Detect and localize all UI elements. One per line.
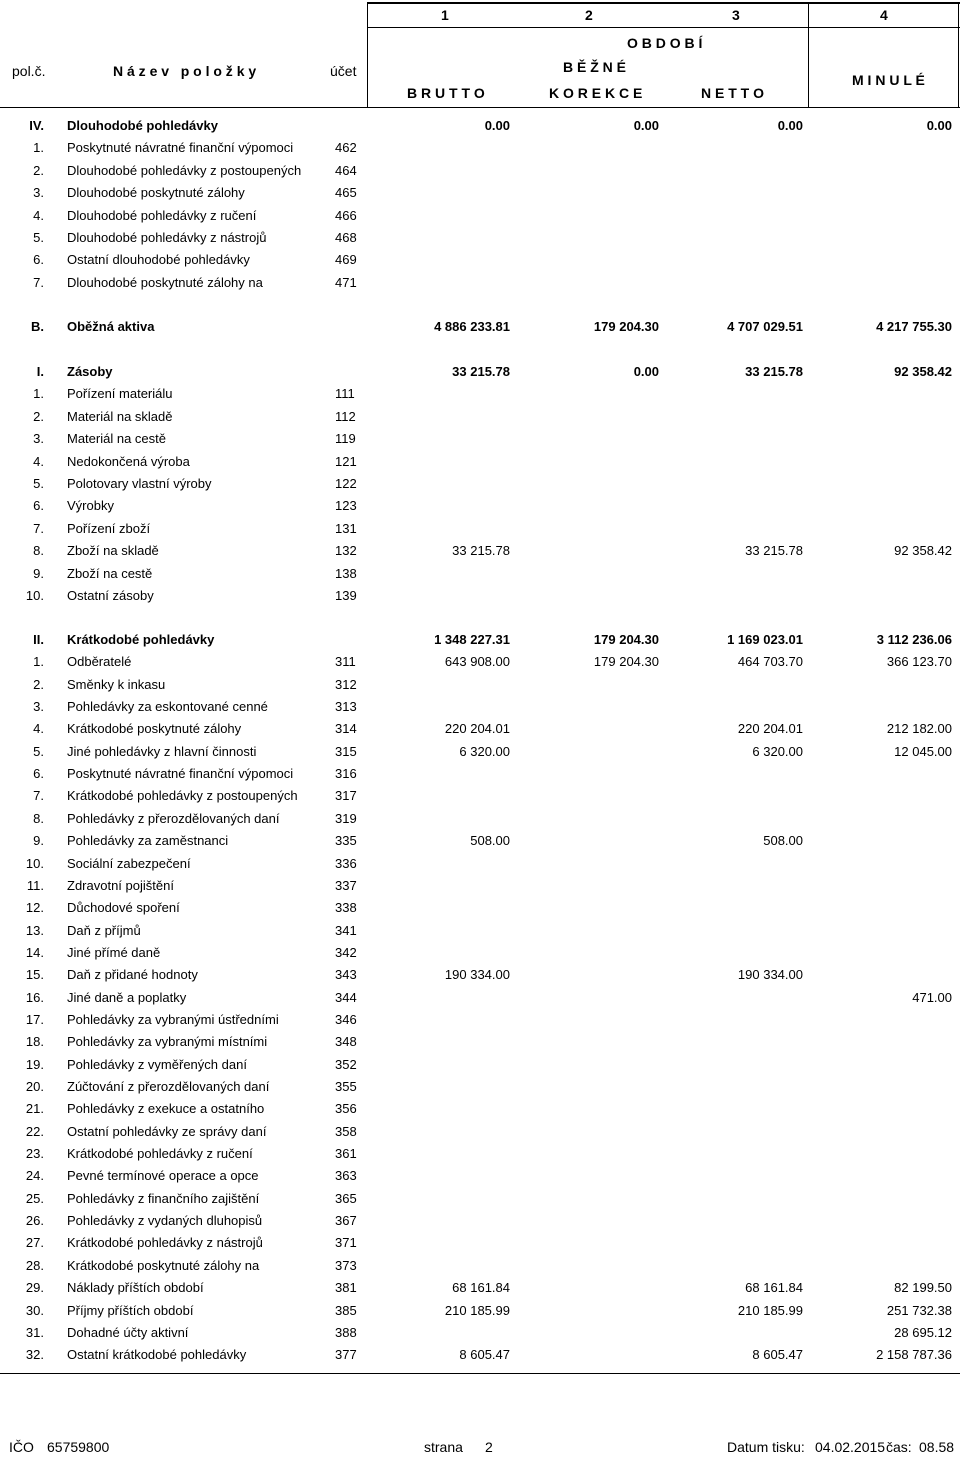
table-row: [0, 875, 960, 897]
value-korekce: 179 204.30: [593, 632, 659, 647]
value-brutto: 508.00: [470, 833, 510, 849]
row-account: 385: [335, 1302, 357, 1318]
section-row: [0, 361, 960, 383]
table-row: [0, 1009, 960, 1031]
value-korekce: 179 204.30: [593, 654, 659, 670]
row-number: 7.: [33, 274, 44, 290]
row-number: 6.: [33, 766, 44, 782]
table-row: [0, 741, 960, 763]
row-number: 1.: [33, 386, 44, 402]
row-number: 8.: [33, 543, 44, 559]
row-title: Krátkodobé pohledávky z ručení: [67, 1146, 253, 1162]
datum-label: Datum tisku:: [727, 1439, 805, 1455]
row-title: Pořízení zboží: [67, 520, 151, 536]
row-title: Zdravotní pojištění: [67, 877, 174, 893]
row-number: 5.: [33, 743, 44, 759]
table-row: [0, 563, 960, 585]
table-row: [0, 674, 960, 696]
table-row: [0, 785, 960, 807]
row-number: 27.: [25, 1235, 44, 1251]
table-row: [0, 137, 960, 159]
section-row: [0, 316, 960, 338]
row-number: 29.: [25, 1280, 44, 1296]
section-row: [0, 115, 960, 137]
row-account: 312: [335, 676, 357, 692]
row-title: Důchodové spoření: [67, 900, 180, 916]
row-number: 20.: [25, 1079, 44, 1094]
value-netto: 220 204.01: [737, 721, 803, 737]
row-account: 468: [335, 230, 357, 245]
table-row: [0, 272, 960, 294]
row-account: 131: [335, 520, 357, 536]
nazev-label: N á z e v p o l o ž k y: [113, 63, 257, 79]
value-minule: 92 358.42: [894, 364, 952, 379]
table-row: [0, 1165, 960, 1187]
row-title: Materiál na skladě: [67, 408, 173, 424]
table-row: [0, 718, 960, 740]
row-number: 5.: [33, 230, 44, 245]
table-row: [0, 942, 960, 964]
row-title: Pohledávky za zaměstnanci: [67, 833, 229, 849]
row-account: 139: [335, 588, 357, 603]
table-row: [0, 853, 960, 875]
value-brutto: 4 886 233.81: [434, 319, 510, 334]
row-number: 10.: [25, 588, 44, 603]
table-row: [0, 249, 960, 271]
table-row: [0, 1300, 960, 1322]
row-title: Pohledávky z vyměřených daní: [67, 1056, 247, 1072]
row-title: Pohledávky z finančního zajištění: [67, 1190, 260, 1206]
header-vline-3: [958, 2, 959, 108]
header-line-bottom: [0, 107, 960, 108]
brutto-label: B R U T T O: [407, 85, 485, 101]
row-title: Dlouhodobé pohledávky z ručení: [67, 207, 257, 223]
row-account: 337: [335, 877, 357, 893]
value-brutto: 0.00: [484, 118, 510, 133]
table-row: [0, 451, 960, 473]
row-title: Dlouhodobé poskytnuté zálohy: [67, 185, 245, 201]
row-number: 18.: [25, 1034, 44, 1050]
row-account: 469: [335, 252, 357, 268]
row-number: 4.: [33, 207, 44, 223]
value-minule: 12 045.00: [894, 743, 952, 759]
row-account: 123: [335, 498, 357, 514]
table-row: [0, 763, 960, 785]
value-brutto: 8 605.47: [459, 1347, 510, 1363]
row-number: 5.: [33, 476, 44, 491]
row-account: 319: [335, 810, 357, 826]
row-account: 119: [335, 431, 356, 447]
table-row: [0, 808, 960, 830]
row-number: 3.: [33, 431, 44, 447]
header-vline-2: [808, 2, 809, 108]
row-account: 311: [335, 654, 356, 670]
row-title: Daň z přidané hodnoty: [67, 967, 198, 983]
row-account: 371: [335, 1235, 357, 1251]
value-minule: 4 217 755.30: [876, 319, 952, 334]
ico-value: 65759800: [47, 1439, 110, 1455]
table-bottom-line: [0, 1373, 960, 1374]
header-vline-1: [367, 2, 368, 108]
row-account: 338: [335, 900, 357, 916]
table-row: [0, 585, 960, 607]
value-brutto: 210 185.99: [444, 1302, 510, 1318]
row-title: Jiné daně a poplatky: [67, 989, 187, 1005]
row-number: 1.: [33, 140, 44, 156]
row-number: 7.: [33, 520, 44, 536]
row-account: 316: [335, 766, 357, 782]
header-line-numbers: [367, 27, 960, 28]
table-row: [0, 182, 960, 204]
row-title: Dlouhodobé poskytnuté zálohy na: [67, 274, 263, 290]
cas-label: čas:: [886, 1439, 912, 1455]
bezne-label: B Ě Ž N É: [563, 59, 627, 75]
value-minule: 28 695.12: [894, 1324, 952, 1340]
value-minule: 471.00: [912, 989, 952, 1005]
row-number: 9.: [33, 565, 44, 581]
row-number: 8.: [33, 810, 44, 826]
row-title: Pohledávky z přerozdělovaných daní: [67, 810, 280, 826]
row-account: 381: [335, 1280, 357, 1296]
table-row: [0, 1143, 960, 1165]
datum-value: 04.02.2015: [815, 1439, 886, 1455]
col-number-1: 1: [441, 7, 449, 23]
row-number: 23.: [25, 1146, 44, 1162]
table-row: [0, 1232, 960, 1254]
row-title: Zboží na skladě: [67, 543, 159, 559]
row-account: 121: [335, 453, 357, 469]
row-title: Příjmy příštích období: [67, 1302, 194, 1318]
row-title: Daň z příjmů: [67, 922, 141, 938]
row-account: 367: [335, 1213, 357, 1229]
row-account: 341: [335, 922, 357, 938]
row-account: 315: [335, 743, 357, 759]
row-account: 352: [335, 1056, 357, 1072]
table-row: [0, 383, 960, 405]
row-account: 122: [335, 476, 357, 491]
netto-label: N E T T O: [701, 85, 764, 101]
table-row: [0, 1344, 960, 1366]
row-number: 6.: [33, 252, 44, 268]
value-netto: 508.00: [763, 833, 803, 849]
row-number: 13.: [25, 922, 44, 938]
table-row: [0, 920, 960, 942]
row-account: 112: [335, 408, 356, 424]
value-netto: 1 169 023.01: [727, 632, 803, 647]
value-netto: 6 320.00: [752, 743, 803, 759]
row-account: 358: [335, 1123, 357, 1139]
value-brutto: 33 215.78: [452, 543, 510, 559]
col-number-4: 4: [880, 7, 888, 23]
value-netto: 33 215.78: [745, 364, 803, 379]
value-brutto: 190 334.00: [444, 967, 510, 983]
table-row: [0, 160, 960, 182]
row-title: Pohledávky z exekuce a ostatního: [67, 1101, 265, 1117]
table-row: [0, 1054, 960, 1076]
table-row: [0, 1210, 960, 1232]
row-number: 12.: [25, 900, 44, 916]
row-account: 356: [335, 1101, 357, 1117]
row-title: Ostatní pohledávky ze správy daní: [67, 1123, 267, 1139]
value-netto: 33 215.78: [745, 543, 803, 559]
row-number: 16.: [25, 989, 44, 1005]
row-title: Dlouhodobé pohledávky z nástrojů: [67, 230, 267, 245]
row-account: 313: [335, 699, 357, 715]
row-title: Zásoby: [67, 364, 113, 379]
row-number: 3.: [33, 699, 44, 715]
strana-label: strana: [424, 1439, 463, 1455]
table-row: [0, 830, 960, 852]
row-number: 11.: [26, 877, 44, 893]
row-title: Pohledávky za vybranými místními: [67, 1034, 268, 1050]
table-row: [0, 1255, 960, 1277]
row-title: Směnky k inkasu: [67, 676, 166, 692]
row-number: 30.: [25, 1302, 44, 1318]
ico-label: IČO: [9, 1439, 34, 1455]
row-account: 335: [335, 833, 357, 849]
row-number: 6.: [33, 498, 44, 514]
row-account: 344: [335, 989, 357, 1005]
table-row: [0, 964, 960, 986]
table-row: [0, 651, 960, 673]
row-account: 462: [335, 140, 357, 156]
row-title: Zúčtování z přerozdělovaných daní: [67, 1079, 270, 1094]
row-number: 19.: [25, 1056, 44, 1072]
row-title: Jiné přímé daně: [67, 944, 161, 960]
table-row: [0, 495, 960, 517]
value-netto: 210 185.99: [737, 1302, 803, 1318]
row-number: I.: [36, 364, 44, 379]
row-title: Výrobky: [67, 498, 114, 514]
value-brutto: 6 320.00: [459, 743, 510, 759]
table-header: [0, 0, 960, 108]
row-number: 28.: [25, 1257, 44, 1273]
value-netto: 8 605.47: [752, 1347, 803, 1363]
row-number: 1.: [33, 654, 44, 670]
value-brutto: 220 204.01: [444, 721, 510, 737]
value-netto: 0.00: [777, 118, 803, 133]
row-account: 363: [335, 1168, 357, 1184]
row-number: 2.: [33, 408, 44, 424]
table-row: [0, 1031, 960, 1053]
row-title: Krátkodobé poskytnuté zálohy na: [67, 1257, 260, 1273]
row-account: 317: [335, 788, 357, 804]
ucet-label: účet: [330, 63, 357, 79]
table-row: [0, 897, 960, 919]
row-account: 466: [335, 207, 357, 223]
row-account: 465: [335, 185, 357, 201]
row-number: 24.: [25, 1168, 44, 1184]
row-number: 25.: [25, 1190, 44, 1206]
table-row: [0, 1188, 960, 1210]
row-title: Polotovary vlastní výroby: [67, 476, 212, 491]
table-row: [0, 428, 960, 450]
value-korekce: 0.00: [633, 118, 659, 133]
row-account: 132: [335, 543, 357, 559]
row-account: 314: [335, 721, 357, 737]
col-number-3: 3: [732, 7, 740, 23]
row-number: 9.: [33, 833, 44, 849]
value-korekce: 179 204.30: [593, 319, 659, 334]
row-number: B.: [31, 319, 44, 334]
row-account: 471: [335, 274, 357, 290]
value-korekce: 0.00: [633, 364, 659, 379]
row-number: 31.: [25, 1324, 44, 1340]
table-row: [0, 205, 960, 227]
row-title: Ostatní dlouhodobé pohledávky: [67, 252, 250, 268]
row-title: Krátkodobé pohledávky z nástrojů: [67, 1235, 263, 1251]
row-title: Odběratelé: [67, 654, 132, 670]
value-brutto: 643 908.00: [444, 654, 510, 670]
row-number: 26.: [25, 1213, 44, 1229]
value-minule: 0.00: [926, 118, 952, 133]
row-title: Pořízení materiálu: [67, 386, 173, 402]
row-title: Sociální zabezpečení: [67, 855, 191, 871]
row-account: 365: [335, 1190, 357, 1206]
row-account: 343: [335, 967, 357, 983]
cas-value: 08.58: [919, 1439, 955, 1455]
row-account: 346: [335, 1011, 357, 1027]
row-account: 355: [335, 1079, 357, 1094]
obdobi-label: O B D O B Í: [627, 35, 703, 51]
table-row: [0, 1098, 960, 1120]
row-account: 336: [335, 855, 357, 871]
row-title: Dlouhodobé pohledávky z postoupených: [67, 162, 302, 178]
col-number-2: 2: [585, 7, 593, 23]
row-title: Náklady příštích období: [67, 1280, 204, 1296]
row-account: 361: [335, 1146, 357, 1162]
minule-label: M I N U L É: [852, 72, 925, 88]
row-number: 2.: [33, 676, 44, 692]
row-number: 7.: [33, 788, 44, 804]
row-account: 377: [335, 1347, 357, 1363]
row-account: 373: [335, 1257, 357, 1273]
value-minule: 212 182.00: [886, 721, 952, 737]
table-row: [0, 696, 960, 718]
value-brutto: 1 348 227.31: [434, 632, 510, 647]
value-netto: 190 334.00: [737, 967, 803, 983]
row-number: 15.: [25, 967, 44, 983]
row-title: Krátkodobé poskytnuté zálohy: [67, 721, 242, 737]
table-row: [0, 1277, 960, 1299]
row-title: Krátkodobé pohledávky z postoupených: [67, 788, 298, 804]
table-row: [0, 473, 960, 495]
row-title: Ostatní zásoby: [67, 588, 154, 603]
row-number: 22.: [25, 1123, 44, 1139]
row-account: 348: [335, 1034, 357, 1050]
row-account: 111: [335, 386, 355, 402]
value-minule: 2 158 787.36: [876, 1347, 952, 1363]
row-title: Pohledávky za eskontované cenné: [67, 699, 268, 715]
row-number: 3.: [33, 185, 44, 201]
value-minule: 3 112 236.06: [876, 632, 952, 647]
row-title: Nedokončená výroba: [67, 453, 190, 469]
row-title: Poskytnuté návratné finanční výpomoci: [67, 766, 294, 782]
row-number: 17.: [25, 1011, 44, 1027]
value-netto: 464 703.70: [737, 654, 803, 670]
table-row: [0, 987, 960, 1009]
row-number: II.: [33, 632, 44, 647]
row-title: Poskytnuté návratné finanční výpomoci: [67, 140, 294, 156]
row-title: Zboží na cestě: [67, 565, 153, 581]
table-row: [0, 540, 960, 562]
table-row: [0, 1322, 960, 1344]
row-number: 2.: [33, 162, 44, 178]
row-title: Pohledávky z vydaných dluhopisů: [67, 1213, 263, 1229]
value-minule: 251 732.38: [886, 1302, 952, 1318]
row-title: Jiné pohledávky z hlavní činnosti: [67, 743, 257, 759]
korekce-label: K O R E K C E: [549, 85, 643, 101]
table-row: [0, 227, 960, 249]
row-account: 342: [335, 944, 357, 960]
row-title: Pevné termínové operace a opce: [67, 1168, 259, 1184]
value-brutto: 68 161.84: [452, 1280, 510, 1296]
section-row: [0, 629, 960, 651]
row-number: 32.: [25, 1347, 44, 1363]
header-line-top: [367, 2, 960, 4]
table-row: [0, 1121, 960, 1143]
row-title: Ostatní krátkodobé pohledávky: [67, 1347, 247, 1363]
value-minule: 366 123.70: [886, 654, 952, 670]
row-title: Krátkodobé pohledávky: [67, 632, 215, 647]
table-row: [0, 518, 960, 540]
row-number: 4.: [33, 453, 44, 469]
value-brutto: 33 215.78: [452, 364, 510, 379]
row-number: 21.: [25, 1101, 44, 1117]
row-account: 388: [335, 1324, 357, 1340]
row-account: 464: [335, 162, 357, 178]
row-number: 14.: [25, 944, 44, 960]
value-minule: 82 199.50: [894, 1280, 952, 1296]
row-title: Dlouhodobé pohledávky: [67, 118, 218, 133]
row-account: 138: [335, 565, 357, 581]
value-netto: 68 161.84: [745, 1280, 803, 1296]
row-title: Oběžná aktiva: [67, 319, 155, 334]
row-number: 10.: [25, 855, 44, 871]
row-number: 4.: [33, 721, 44, 737]
row-title: Materiál na cestě: [67, 431, 166, 447]
row-number: IV.: [29, 118, 44, 133]
strana-value: 2: [485, 1439, 493, 1455]
table-row: [0, 406, 960, 428]
pol-label: pol.č.: [12, 63, 46, 79]
row-title: Dohadné účty aktivní: [67, 1324, 189, 1340]
table-row: [0, 1076, 960, 1098]
value-netto: 4 707 029.51: [727, 319, 803, 334]
row-title: Pohledávky za vybranými ústředními: [67, 1011, 279, 1027]
value-minule: 92 358.42: [894, 543, 952, 559]
